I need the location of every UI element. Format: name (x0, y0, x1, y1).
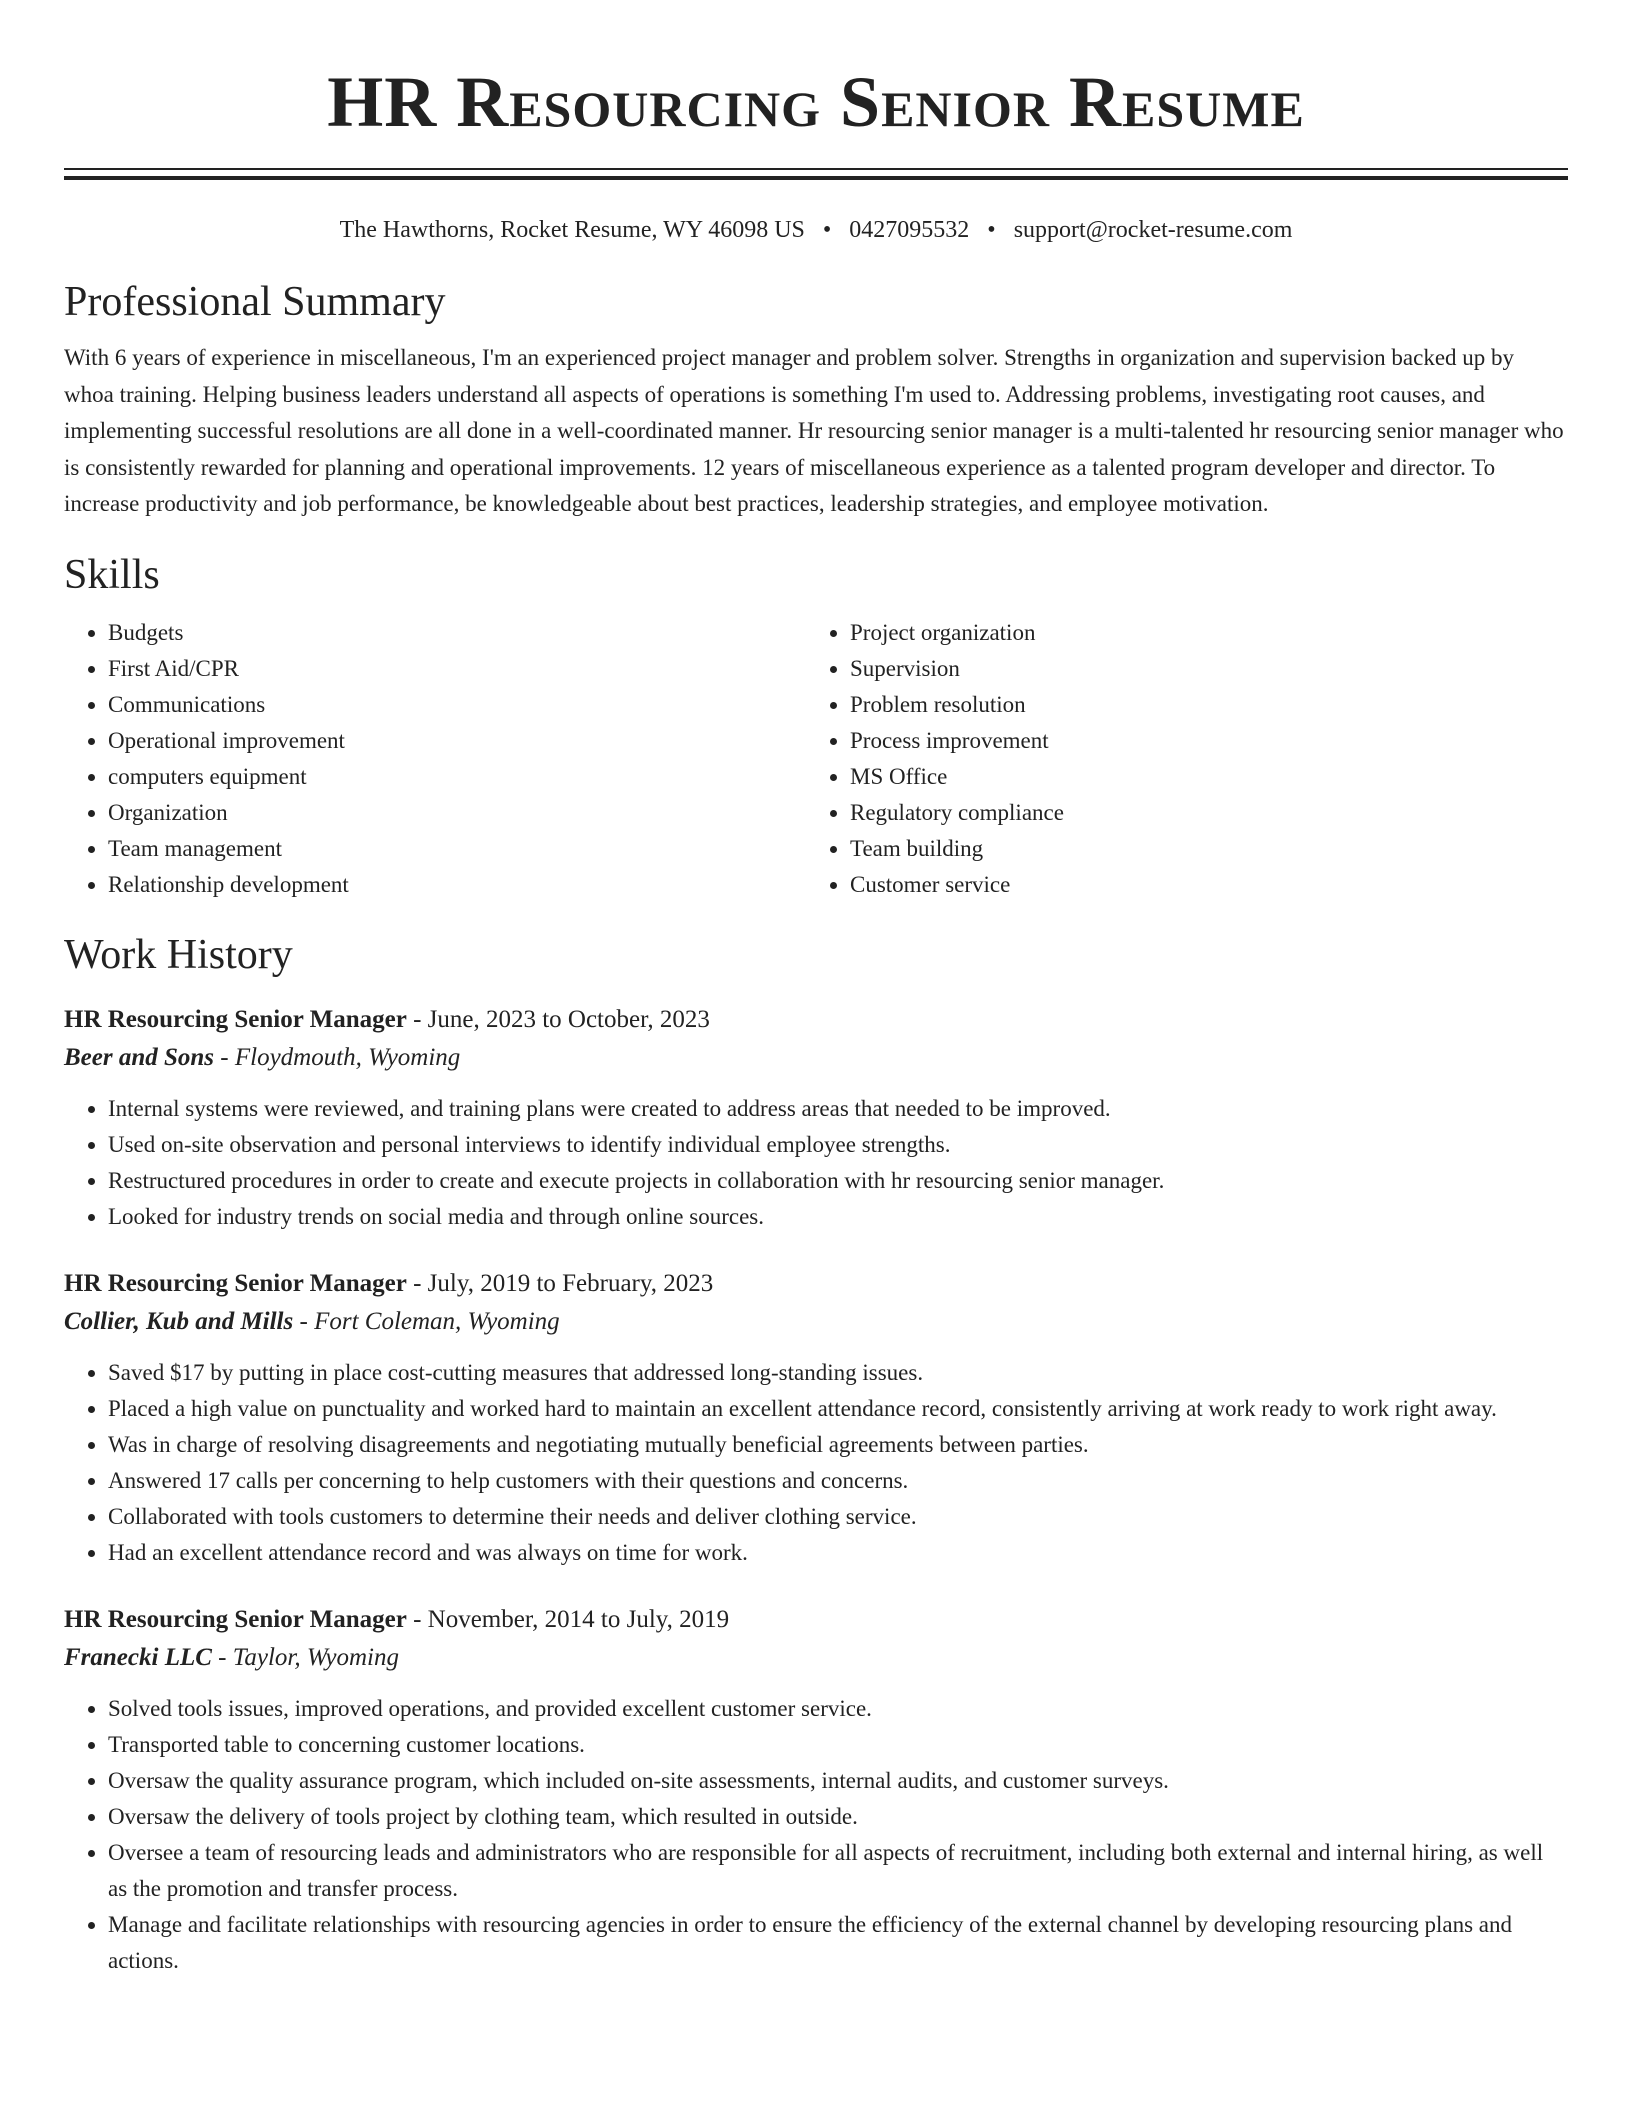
contact-separator: • (987, 217, 996, 243)
job-duty: • Answered 17 calls per concerning to help customers with their questions and concerns. (108, 1463, 1568, 1499)
job-title: HR Resourcing Senior Manager (64, 1605, 407, 1633)
job-entry (64, 1001, 1568, 1235)
skill-item: • Supervision (850, 651, 1548, 687)
job-duty: • Oversee a team of resourcing leads and administrators who are responsible for all aspects of recruitment, including both external and internal hiring, as well as the promotion and transfer process. (108, 1835, 1568, 1907)
skill-item: • Regulatory compliance (850, 795, 1548, 831)
contact-separator: • (822, 217, 832, 243)
contact-phone: 0427095532 (849, 217, 970, 243)
skills-list (64, 615, 1568, 903)
job-header (64, 1265, 1568, 1303)
job-duty: • Internal systems were reviewed, and training plans were created to address areas that needed to be improved. (108, 1091, 1568, 1127)
skill-item: • computers equipment (108, 759, 806, 795)
job-duty: • Oversaw the delivery of tools project by clothing team, which resulted in outside. (108, 1799, 1568, 1835)
company-name: Beer and Sons (64, 1043, 215, 1071)
title-divider-thin (64, 168, 1568, 170)
skill-item: • Relationship development (108, 867, 806, 903)
job-duty: • Was in charge of resolving disagreements and negotiating mutually beneficial agreements between parties. (108, 1427, 1568, 1463)
job-dates: - June, 2023 to October, 2023 (406, 1005, 710, 1033)
job-employer (64, 1639, 1568, 1677)
job-dates: - November, 2014 to July, 2019 (406, 1605, 730, 1633)
skill-item: • Customer service (850, 867, 1548, 903)
skill-item: • Process improvement (850, 723, 1548, 759)
skill-item: • Operational improvement (108, 723, 806, 759)
job-duty: • Collaborated with tools customers to determine their needs and deliver clothing service. (108, 1499, 1568, 1535)
job-duty: • Saved $17 by putting in place cost-cutting measures that addressed long-standing issues. (108, 1355, 1568, 1391)
job-title: HR Resourcing Senior Manager (64, 1269, 407, 1297)
work-history-heading: Work History (64, 931, 293, 978)
job-duty: • Restructured procedures in order to create and execute projects in collaboration with hr resourcing senior manager. (108, 1163, 1568, 1199)
skills-heading: Skills (64, 551, 160, 598)
company-name: Franecki LLC (64, 1643, 212, 1671)
skill-item: • Budgets (108, 615, 806, 651)
skill-item: • Team building (850, 831, 1548, 867)
job-duty: • Manage and facilitate relationships with resourcing agencies in order to ensure the efficiency of the external channel by developing resourcing plans and actions. (108, 1907, 1568, 1979)
contact-address: The Hawthorns, Rocket Resume, WY 46098 US (339, 217, 805, 243)
contact-line (64, 216, 1568, 244)
job-duty: • Had an excellent attendance record and was always on time for work. (108, 1535, 1568, 1571)
skill-item: • Project organization (850, 615, 1548, 651)
company-location: - Fort Coleman, Wyoming (293, 1307, 560, 1335)
job-title: HR Resourcing Senior Manager (64, 1005, 407, 1033)
job-header (64, 1601, 1568, 1639)
job-entry (64, 1601, 1568, 1979)
resume-title: HR Resourcing Senior Resume (327, 62, 1305, 142)
job-header (64, 1001, 1568, 1039)
skills-column-left (64, 615, 806, 903)
company-location: - Taylor, Wyoming (211, 1643, 399, 1671)
job-dates: - July, 2019 to February, 2023 (406, 1269, 714, 1297)
skill-item: • Organization (108, 795, 806, 831)
job-duty: • Looked for industry trends on social media and through online sources. (108, 1199, 1568, 1235)
job-entry (64, 1265, 1568, 1571)
company-name: Collier, Kub and Mills (64, 1307, 294, 1335)
resume-page (64, 0, 1568, 1979)
company-location: - Floydmouth, Wyoming (214, 1043, 461, 1071)
job-duty: • Transported table to concerning customer locations. (108, 1727, 1568, 1763)
contact-email: support@rocket-resume.com (1013, 217, 1293, 243)
skill-item: • Problem resolution (850, 687, 1548, 723)
job-duty: • Used on-site observation and personal interviews to identify individual employee strengths. (108, 1127, 1568, 1163)
job-duties (64, 1691, 1568, 1979)
title-divider-thick (64, 176, 1568, 180)
skill-item: • Team management (108, 831, 806, 867)
job-duties (64, 1091, 1568, 1235)
skill-item: • First Aid/CPR (108, 651, 806, 687)
summary-heading: Professional Summary (64, 279, 446, 325)
job-duty: • Placed a high value on punctuality and worked hard to maintain an excellent attendance record, consistently arriving at work ready to work right away. (108, 1391, 1568, 1427)
job-employer (64, 1039, 1568, 1077)
skill-item: • MS Office (850, 759, 1548, 795)
job-employer (64, 1303, 1568, 1341)
skills-column-right (806, 615, 1548, 903)
job-duties (64, 1355, 1568, 1571)
skill-item: • Communications (108, 687, 806, 723)
job-duty: • Solved tools issues, improved operations, and provided excellent customer service. (108, 1691, 1568, 1727)
summary-text: With 6 years of experience in miscellaneous, I'm an experienced project manager and problem solver. Strengths in organization and supervision backed up by whoa training. Helping business leaders understand all aspects of operations is something I'm used to. Addressing problems, investigating root causes, and implementing successful resolutions are all done in a well-coordinated manner. Hr resourcing senior manager is a multi-talented hr resourcing senior manager who is consistently rewarded for planning and operational improvements. 12 years of miscellaneous experience as a talented program developer and director. To increase productivity and job performance, be knowledgeable about best practices, leadership strategies, and employee motivation. (64, 345, 1564, 516)
job-duty: • Oversaw the quality assurance program, which included on-site assessments, internal audits, and customer surveys. (108, 1763, 1568, 1799)
